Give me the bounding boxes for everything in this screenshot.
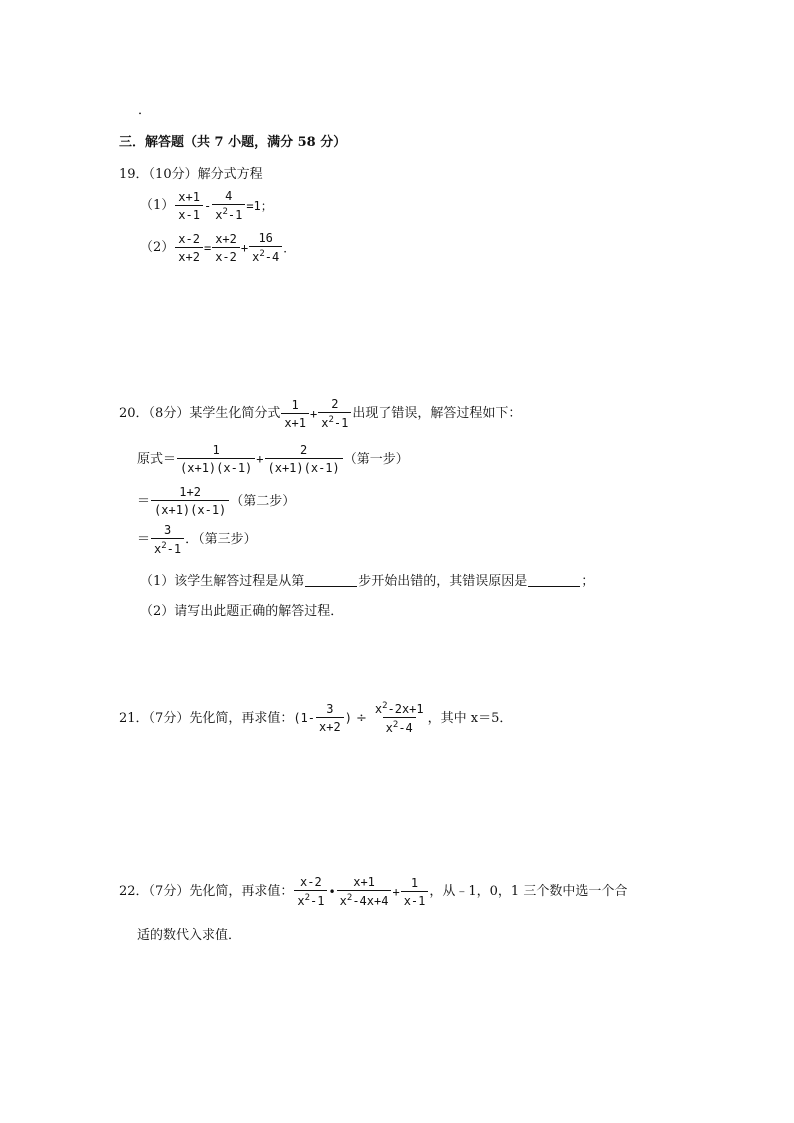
- numerator: 1: [291, 397, 299, 412]
- q21-tail: ，其中 x＝5．: [427, 710, 513, 726]
- fraction: [265, 444, 343, 474]
- step-tag: （第一步）: [343, 451, 409, 467]
- denominator: (x+1)(x-1): [177, 458, 255, 474]
- fraction: [318, 398, 351, 429]
- q20-heading-text: 20．（8分）某学生化简分式: [119, 406, 281, 421]
- numerator: 4: [225, 189, 233, 203]
- equation-tail: ．: [283, 240, 296, 255]
- numerator: 3: [163, 523, 172, 537]
- fraction: [175, 191, 203, 221]
- numerator: 3: [326, 702, 334, 716]
- denominator: x+2: [175, 247, 203, 263]
- denominator: x+2: [316, 717, 344, 733]
- divide-sign: ÷: [355, 710, 367, 726]
- q19-part2: [140, 232, 295, 263]
- step-prefix: ＝: [137, 532, 151, 547]
- denominator: x-1: [401, 891, 429, 907]
- denominator: $x^2-1$: [318, 412, 351, 429]
- paren-open: (1-: [293, 711, 316, 725]
- q20-sub2: （2）请写出此题正确的解答过程．: [140, 604, 344, 619]
- q22-line2: 适的数代入求值．: [137, 928, 242, 943]
- operator: -: [203, 198, 212, 213]
- fraction: [316, 703, 344, 733]
- numerator: 2: [300, 443, 308, 457]
- operator: +: [256, 452, 264, 466]
- denominator: $x^2-1$: [151, 538, 184, 555]
- numerator: x+2: [215, 231, 237, 246]
- operator: +: [392, 884, 400, 899]
- step-prefix: ＝: [137, 493, 151, 509]
- paren-close: ): [344, 711, 352, 725]
- denominator: x-1: [175, 205, 203, 221]
- numerator: 16: [258, 231, 273, 245]
- fraction: [175, 233, 203, 263]
- operator: +: [240, 240, 249, 255]
- q19-part2-label: （2）: [140, 240, 175, 255]
- numerator: 2: [331, 397, 339, 411]
- operator: =: [203, 240, 212, 255]
- denominator: x-2: [212, 247, 240, 263]
- denominator: $x^2-1$: [294, 890, 327, 907]
- q20-sub1: [140, 575, 594, 588]
- denominator: $x^2-4x+4$: [337, 890, 392, 907]
- denominator: $x^2-4$: [249, 246, 282, 263]
- sub-question-text: （1）该学生解答过程是从第: [140, 574, 305, 589]
- denominator: (x+1)(x-1): [151, 500, 229, 516]
- q20-step3: [137, 524, 257, 555]
- fraction: [372, 702, 427, 734]
- answer-blank[interactable]: [528, 576, 580, 587]
- fraction: [151, 524, 184, 555]
- operator: +: [310, 406, 318, 421]
- q19-heading: 19．（10分）解分式方程: [119, 167, 263, 182]
- q22-heading: [119, 876, 627, 907]
- numerator: 1: [410, 875, 419, 890]
- multiply-dot: •: [328, 884, 336, 899]
- denominator: $x^2-1$: [212, 204, 245, 221]
- q20-step1: [137, 444, 409, 474]
- q19-part1: [140, 190, 273, 221]
- q22-tail: ，从﹣1，0，1 三个数中选一个合: [429, 884, 628, 899]
- fraction: [337, 876, 392, 907]
- fraction: [151, 486, 229, 516]
- numerator: $x^2-2x+1$: [374, 701, 424, 716]
- numerator: 1+2: [179, 485, 201, 499]
- numerator: 1: [212, 443, 220, 457]
- numerator: x-2: [178, 231, 200, 246]
- fraction: [401, 877, 429, 907]
- q20-step2: [137, 486, 295, 516]
- sub-question-text: 步开始出错的，其错误原因是: [358, 574, 528, 589]
- fraction: [212, 233, 240, 263]
- q19-part1-label: （1）: [140, 198, 175, 213]
- numerator: x+1: [353, 875, 375, 889]
- top-dot: ．: [138, 103, 152, 118]
- sub-question-text: ；: [581, 574, 595, 589]
- q20-heading-tail: 出现了错误，解答过程如下：: [352, 406, 522, 421]
- step-tag: ．（第三步）: [185, 532, 257, 547]
- numerator: x-2: [300, 875, 322, 889]
- q21-heading-text: 21．（7分）先化简，再求值：: [119, 710, 294, 726]
- equation-tail: =1；: [246, 198, 273, 213]
- step-prefix: 原式＝: [137, 451, 177, 467]
- fraction: [294, 876, 327, 907]
- section-title: 三．解答题（共 7 小题，满分 58 分）: [119, 135, 347, 150]
- step-tag: （第二步）: [230, 493, 296, 509]
- answer-blank[interactable]: [305, 576, 357, 587]
- denominator: x+1: [281, 413, 309, 429]
- fraction: [212, 190, 245, 221]
- q21-heading: [119, 702, 512, 734]
- q20-heading: [119, 398, 521, 429]
- denominator: $x^2-4$: [383, 717, 416, 734]
- fraction: [281, 399, 309, 429]
- numerator: x+1: [178, 189, 200, 204]
- q22-heading-text: 22．（7分）先化简，再求值：: [119, 884, 294, 899]
- fraction: [177, 444, 255, 474]
- denominator: (x+1)(x-1): [265, 458, 343, 474]
- fraction: [249, 232, 282, 263]
